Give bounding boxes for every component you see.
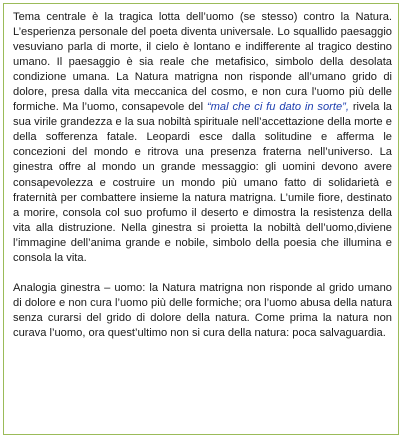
quote-mal-che-ci-fu-dato: “mal che ci fu dato in sorte”, (206, 101, 349, 114)
text-box (3, 3, 399, 435)
paragraph-1-part-2: rivela la sua virile grandezza e la sua nobiltà spirituale nell’accettazione della morte e della sofferenza fatale. Leopardi esce dalla solitudine e afferma le concezioni del mondo e ritrova una presenza fraterna nell’universo. La ginestra offre al mondo un grande messaggio: gli uomini devono avere consapevolezza e costruire un mondo più umano fatto di solidarietà e fraternità per combattere insieme la natura matrigna. L’umile fiore, destinato a morire, consola col suo profumo il deserto e dimostra la resistenza della vita alla distruzione. Nella ginestra si proietta la nobiltà dell’uomo,diviene l’immagine dell’anima grande e nobile, simbolo della poesia che illumina e consola la vita. (13, 101, 392, 264)
paragraph-analogia: Analogia ginestra – uomo: la Natura matrigna non risponde al grido umano di dolore e non cura l’uomo più delle formiche; ora l’uomo abusa della natura senza curarsi del grido di dolore della natura. Come prima la natura non curava l’uomo, ora quest’ultimo non si cura della natura: poca salvaguardia. (13, 281, 392, 339)
paragraph-1-part-1: Tema centrale è la tragica lotta dell’uomo (se stesso) contro la Natura. L’esperienza personale del poeta diventa universale. Lo squallido paesaggio vesuviano parla di morte, il cielo è lontano e indifferente al tragico destino umano. Il paesaggio è sia reale che metafisico, simbolo della desolata condizione umana. La Natura matrigna non risponde all’umano grido di dolore, presa dalla vita meccanica del cosmo, e non cura l’uomo più delle formiche. Ma l’uomo, consapevole del (13, 11, 392, 114)
paragraph-leopardi-ginestra (13, 10, 392, 266)
